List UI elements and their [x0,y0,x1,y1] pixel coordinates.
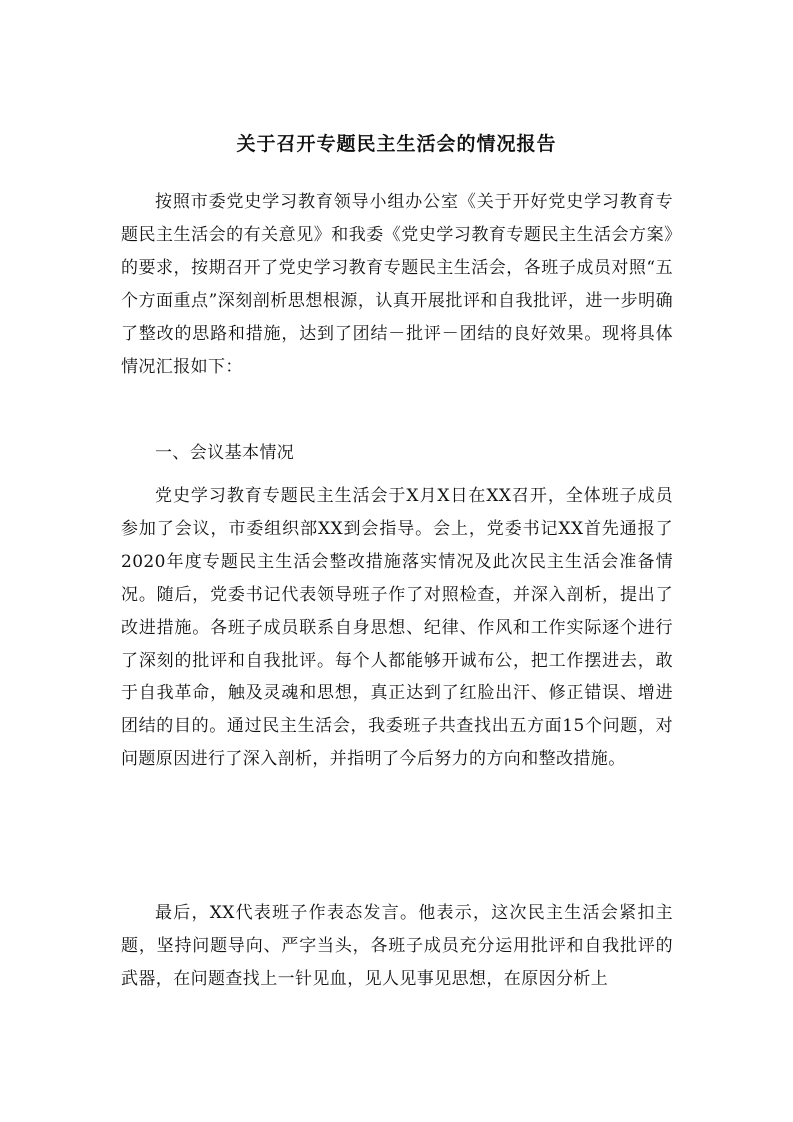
paragraph-meeting-details: 党史学习教育专题民主生活会于X月X日在XX召开，全体班子成员参加了会议，市委组织部XX到会指导。会上，党委书记XX首先通报了2020年度专题民主生活会整改措施落实情况及此次民主生活会准备情况。随后，党委书记代表领导班子作了对照检查，并深入剖析，提出了改进措施。各班子成员联系自身思想、纪律、作风和工作实际逐个进行了深刻的批评和自我批评。每个人都能够开诚布公，把工作摆进去，敢于自我革命，触及灵魂和思想，真正达到了红脸出汗、修正错误、增进团结的目的。通过民主生活会，我委班子共查找出五方面15个问题，对问题原因进行了深入剖析，并指明了今后努力的方向和整改措施。 [121,486,673,770]
document-title: 关于召开专题民主生活会的情况报告 [236,133,557,155]
paragraph-closing-remarks: 最后，XX代表班子作表态发言。他表示，这次民主生活会紧扣主题，坚持问题导向、严字当头，各班子成员充分运用批评和自我批评的武器，在问题查找上一针见血，见人见事见思想，在原因分析上 [121,903,673,989]
section-heading-meeting-overview: 一、会议基本情况 [155,443,295,463]
paragraph-intro: 按照市委党史学习教育领导小组办公室《关于开好党史学习教育专题民主生活会的有关意见》和我委《党史学习教育专题民主生活会方案》的要求，按期召开了党史学习教育专题民主生活会，各班子成员对照“五个方面重点”深刻剖析思想根源，认真开展批评和自我批评，进一步明确了整改的思路和措施，达到了团结－批评－团结的良好效果。现将具体情况汇报如下： [121,192,673,377]
